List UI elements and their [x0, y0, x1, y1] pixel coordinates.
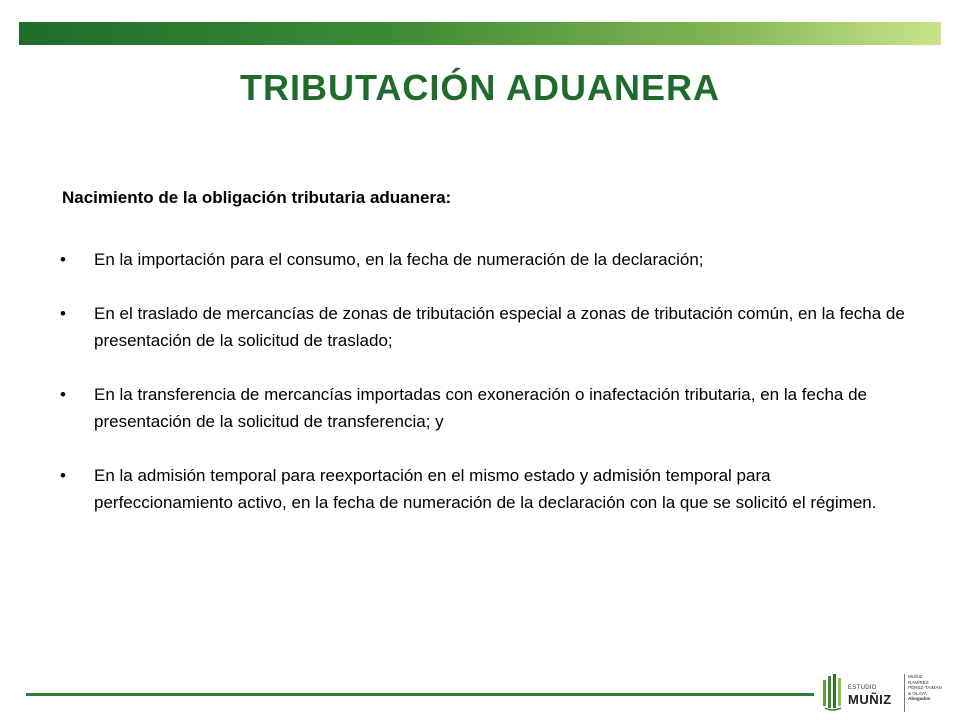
company-logo	[820, 668, 950, 716]
bullet-item	[58, 246, 908, 273]
bullet-item	[58, 381, 908, 435]
bullet-marker: •	[60, 466, 66, 485]
bullet-marker: •	[60, 250, 66, 269]
logo-partner-line: MUÑIZ	[908, 674, 923, 679]
logo-partners	[908, 674, 950, 702]
logo-estudio-text: ESTUDIO	[848, 685, 877, 691]
logo-partner-line: Abogados	[908, 696, 931, 701]
slide-subtitle: Nacimiento de la obligación tributaria aduanera:	[62, 188, 452, 207]
bottom-divider-line	[26, 693, 814, 696]
logo-partner-line: & OLAYA	[908, 690, 927, 696]
bullet-marker: •	[60, 304, 66, 323]
slide-title: TRIBUTACIÓN ADUANERA	[240, 67, 720, 108]
top-decorative-band	[19, 22, 941, 45]
bullet-list	[58, 246, 908, 543]
logo-partner-line: RAMÍREZ	[908, 679, 929, 685]
bullet-marker: •	[60, 385, 66, 404]
logo-name-text: MUÑIZ	[848, 692, 892, 707]
bullet-text: En la transferencia de mercancías importadas con exoneración o inafectación tributaria, en la fecha de presentación de la solicitud de transferencia; y	[94, 385, 868, 431]
bullet-text: En la admisión temporal para reexportación en el mismo estado y admisión temporal para perfeccionamiento activo, en la fecha de numeración de la declaración con la que se solicitó el régimen.	[94, 466, 877, 512]
muniz-logo-mark-icon	[822, 672, 844, 712]
bullet-text: En el traslado de mercancías de zonas de tributación especial a zonas de tributación común, en la fecha de presentación de la solicitud de traslado;	[94, 304, 905, 350]
bullet-text: En la importación para el consumo, en la fecha de numeración de la declaración;	[94, 250, 704, 269]
bullet-item	[58, 462, 908, 516]
bullet-item	[58, 300, 908, 354]
logo-partner-line: PÉREZ-TAIMAN	[908, 685, 942, 690]
logo-separator	[904, 674, 905, 712]
